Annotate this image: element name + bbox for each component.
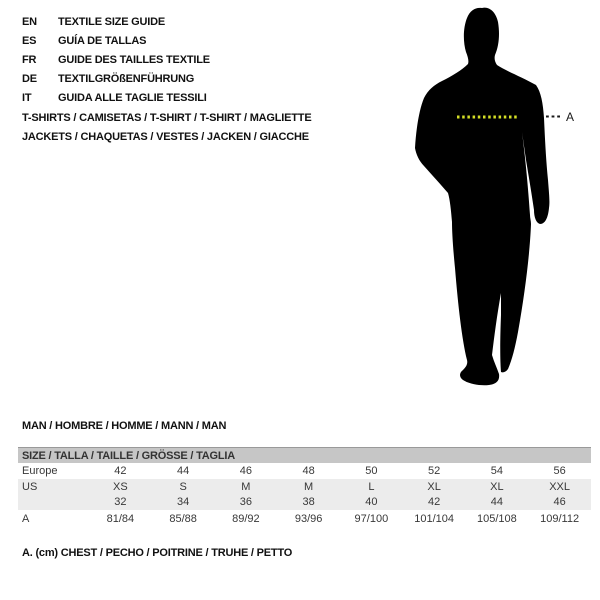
size-value: 93/96 [294,513,323,526]
language-row [22,88,210,107]
table-row-chest-cm [18,510,591,528]
size-value: L [368,480,375,493]
language-title: GUIDA ALLE TAGLIE TESSILI [58,91,207,104]
size-value: M [304,480,314,493]
language-title: GUÍA DE TALLAS [58,35,147,48]
size-value: S [179,480,187,493]
size-value: 36 [239,496,252,509]
size-value: 56 [553,464,566,477]
size-value: M [241,480,251,493]
language-code: EN [22,16,37,29]
size-value: 42 [114,464,127,477]
size-value: 44 [490,496,503,509]
table-row-us [18,479,591,495]
row-label: A [22,513,30,526]
category-line-tshirts: T-SHIRTS / CAMISETAS / T-SHIRT / T-SHIRT / MAGLIETTE [22,112,312,124]
language-title: TEXTILE SIZE GUIDE [58,16,166,29]
size-value: 54 [490,464,503,477]
man-figure [390,0,600,395]
size-value: XL [427,480,441,493]
table-row-europe [18,463,591,479]
size-value: 81/84 [106,513,135,526]
language-row [22,69,210,88]
size-value: 109/112 [540,513,580,526]
size-value: 46 [553,496,566,509]
table-row-numeric [18,494,591,510]
size-value: 85/88 [169,513,197,526]
garment-categories [22,109,311,147]
size-value: XXL [549,480,571,493]
size-value: 105/108 [476,513,517,526]
size-value: 89/92 [232,513,260,526]
language-title: TEXTILGRÖßENFÜHRUNG [58,72,195,85]
size-value: XS [113,480,128,493]
language-code: DE [22,72,37,85]
man-silhouette-icon [415,8,549,386]
size-value: 101/104 [414,513,454,526]
language-row [22,32,210,51]
size-value: 32 [114,496,127,509]
measurement-footnote: A. (cm) CHEST / PECHO / POITRINE / TRUHE / PETTO [22,547,293,559]
language-code: ES [22,35,37,48]
size-table-header: SIZE / TALLA / TAILLE / GRÖSSE / TAGLIA [18,447,591,463]
section-title-man: MAN / HOMBRE / HOMME / MANN / MAN [22,420,227,432]
row-label: Europe [22,464,58,477]
measure-label-a: A [566,110,575,124]
size-value: 46 [239,464,252,477]
size-value: 48 [302,464,315,477]
size-value: XL [490,480,504,493]
size-value: 40 [365,496,378,509]
language-row [22,13,210,32]
size-value: 50 [365,464,378,477]
size-value: 44 [177,464,190,477]
language-code: FR [22,53,37,66]
size-table [18,447,591,528]
language-code: IT [22,91,32,104]
size-value: 97/100 [354,513,389,526]
size-value: 42 [428,496,441,509]
language-row [22,51,210,70]
category-line-jackets: JACKETS / CHAQUETAS / VESTES / JACKEN / GIACCHE [22,130,309,143]
size-value: 34 [177,496,190,509]
language-title: GUIDE DES TAILLES TEXTILE [58,53,210,66]
language-guide [22,13,210,107]
size-value: 52 [428,464,441,477]
row-label: US [22,480,38,493]
size-value: 38 [302,496,315,509]
